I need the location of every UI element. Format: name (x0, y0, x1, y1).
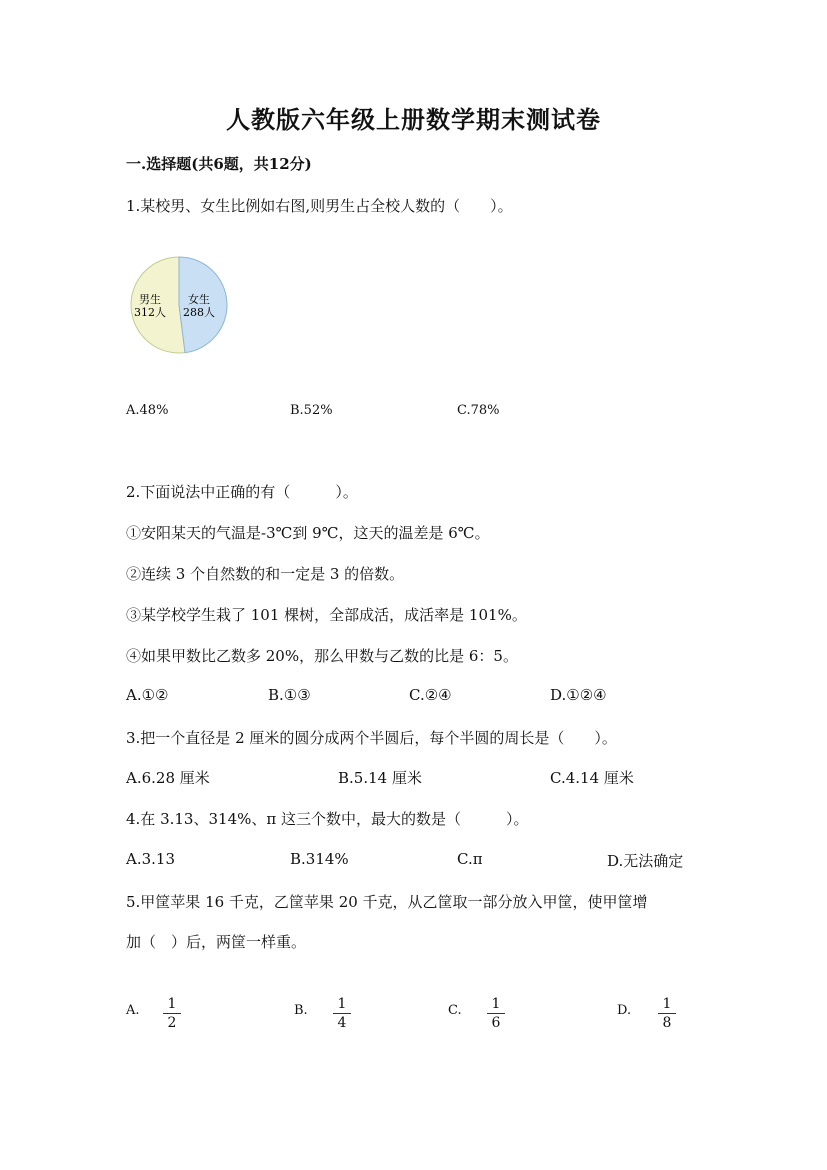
q5-option-b-fraction[interactable] (333, 996, 351, 1031)
q2-statement-3: ③某学校学生栽了 101 棵树，全部成活，成活率是 101%。 (126, 606, 527, 624)
fraction-bar (487, 1013, 505, 1014)
fraction-numerator: 1 (491, 996, 501, 1012)
fraction-denominator: 8 (662, 1015, 672, 1031)
fraction-bar (163, 1013, 181, 1014)
q5-option-d-letter[interactable]: D. (617, 1003, 632, 1018)
pie-value-girls: 288人 (183, 306, 215, 319)
q5-option-c-letter[interactable]: C. (448, 1003, 462, 1018)
fraction-denominator: 4 (337, 1015, 347, 1031)
q3-option-b[interactable]: B.5.14 厘米 (338, 769, 422, 787)
pie-value-boys: 312人 (134, 306, 166, 319)
q5-option-d-fraction[interactable] (658, 996, 676, 1031)
question-4-text: 4.在 3.13、314%、π 这三个数中，最大的数是（ ）。 (126, 810, 529, 828)
pie-label-girls: 女生 (188, 293, 210, 306)
fraction-numerator: 1 (662, 996, 672, 1012)
page-title: 人教版六年级上册数学期末测试卷 (226, 105, 601, 134)
q2-statement-1: ①安阳某天的气温是-3℃到 9℃，这天的温差是 6℃。 (126, 524, 490, 542)
q1-option-c[interactable]: C.78% (457, 403, 500, 418)
q2-option-c[interactable]: C.②④ (409, 686, 452, 704)
fraction-denominator: 6 (491, 1015, 501, 1031)
fraction-bar (658, 1013, 676, 1014)
q4-option-b[interactable]: B.314% (290, 850, 349, 868)
q5-option-a-letter[interactable]: A. (126, 1003, 140, 1018)
q4-option-c[interactable]: C.π (457, 850, 483, 868)
q4-option-a[interactable]: A.3.13 (126, 850, 175, 868)
gender-pie-chart (126, 253, 232, 357)
section-heading: 一.选择题(共6题，共12分) (126, 155, 312, 173)
q3-option-a[interactable]: A.6.28 厘米 (126, 769, 210, 787)
question-2-text: 2.下面说法中正确的有（ ）。 (126, 483, 358, 501)
question-5-text-line1: 5.甲筐苹果 16 千克，乙筐苹果 20 千克，从乙筐取一部分放入甲筐，使甲筐增 (126, 893, 648, 911)
fraction-denominator: 2 (167, 1015, 177, 1031)
q2-option-d[interactable]: D.①②④ (550, 686, 607, 704)
q1-option-b[interactable]: B.52% (290, 403, 333, 418)
q5-option-a-fraction[interactable] (163, 996, 181, 1031)
q2-option-b[interactable]: B.①③ (268, 686, 311, 704)
question-5-text-line2: 加（ ）后，两筐一样重。 (126, 933, 307, 951)
q4-option-d[interactable]: D.无法确定 (607, 852, 684, 870)
q2-statement-2: ②连续 3 个自然数的和一定是 3 的倍数。 (126, 565, 405, 583)
fraction-numerator: 1 (167, 996, 177, 1012)
q3-option-c[interactable]: C.4.14 厘米 (550, 769, 634, 787)
fraction-bar (333, 1013, 351, 1014)
fraction-numerator: 1 (337, 996, 347, 1012)
pie-label-boys: 男生 (139, 293, 161, 306)
question-3-text: 3.把一个直径是 2 厘米的圆分成两个半圆后，每个半圆的周长是（ ）。 (126, 729, 617, 747)
q2-option-a[interactable]: A.①② (126, 686, 169, 704)
q5-option-c-fraction[interactable] (487, 996, 505, 1031)
question-1-text: 1.某校男、女生比例如右图,则男生占全校人数的（ ）。 (126, 197, 513, 215)
q2-statement-4: ④如果甲数比乙数多 20%，那么甲数与乙数的比是 6：5。 (126, 647, 518, 665)
q5-option-b-letter[interactable]: B. (294, 1003, 308, 1018)
q1-option-a[interactable]: A.48% (126, 403, 169, 418)
